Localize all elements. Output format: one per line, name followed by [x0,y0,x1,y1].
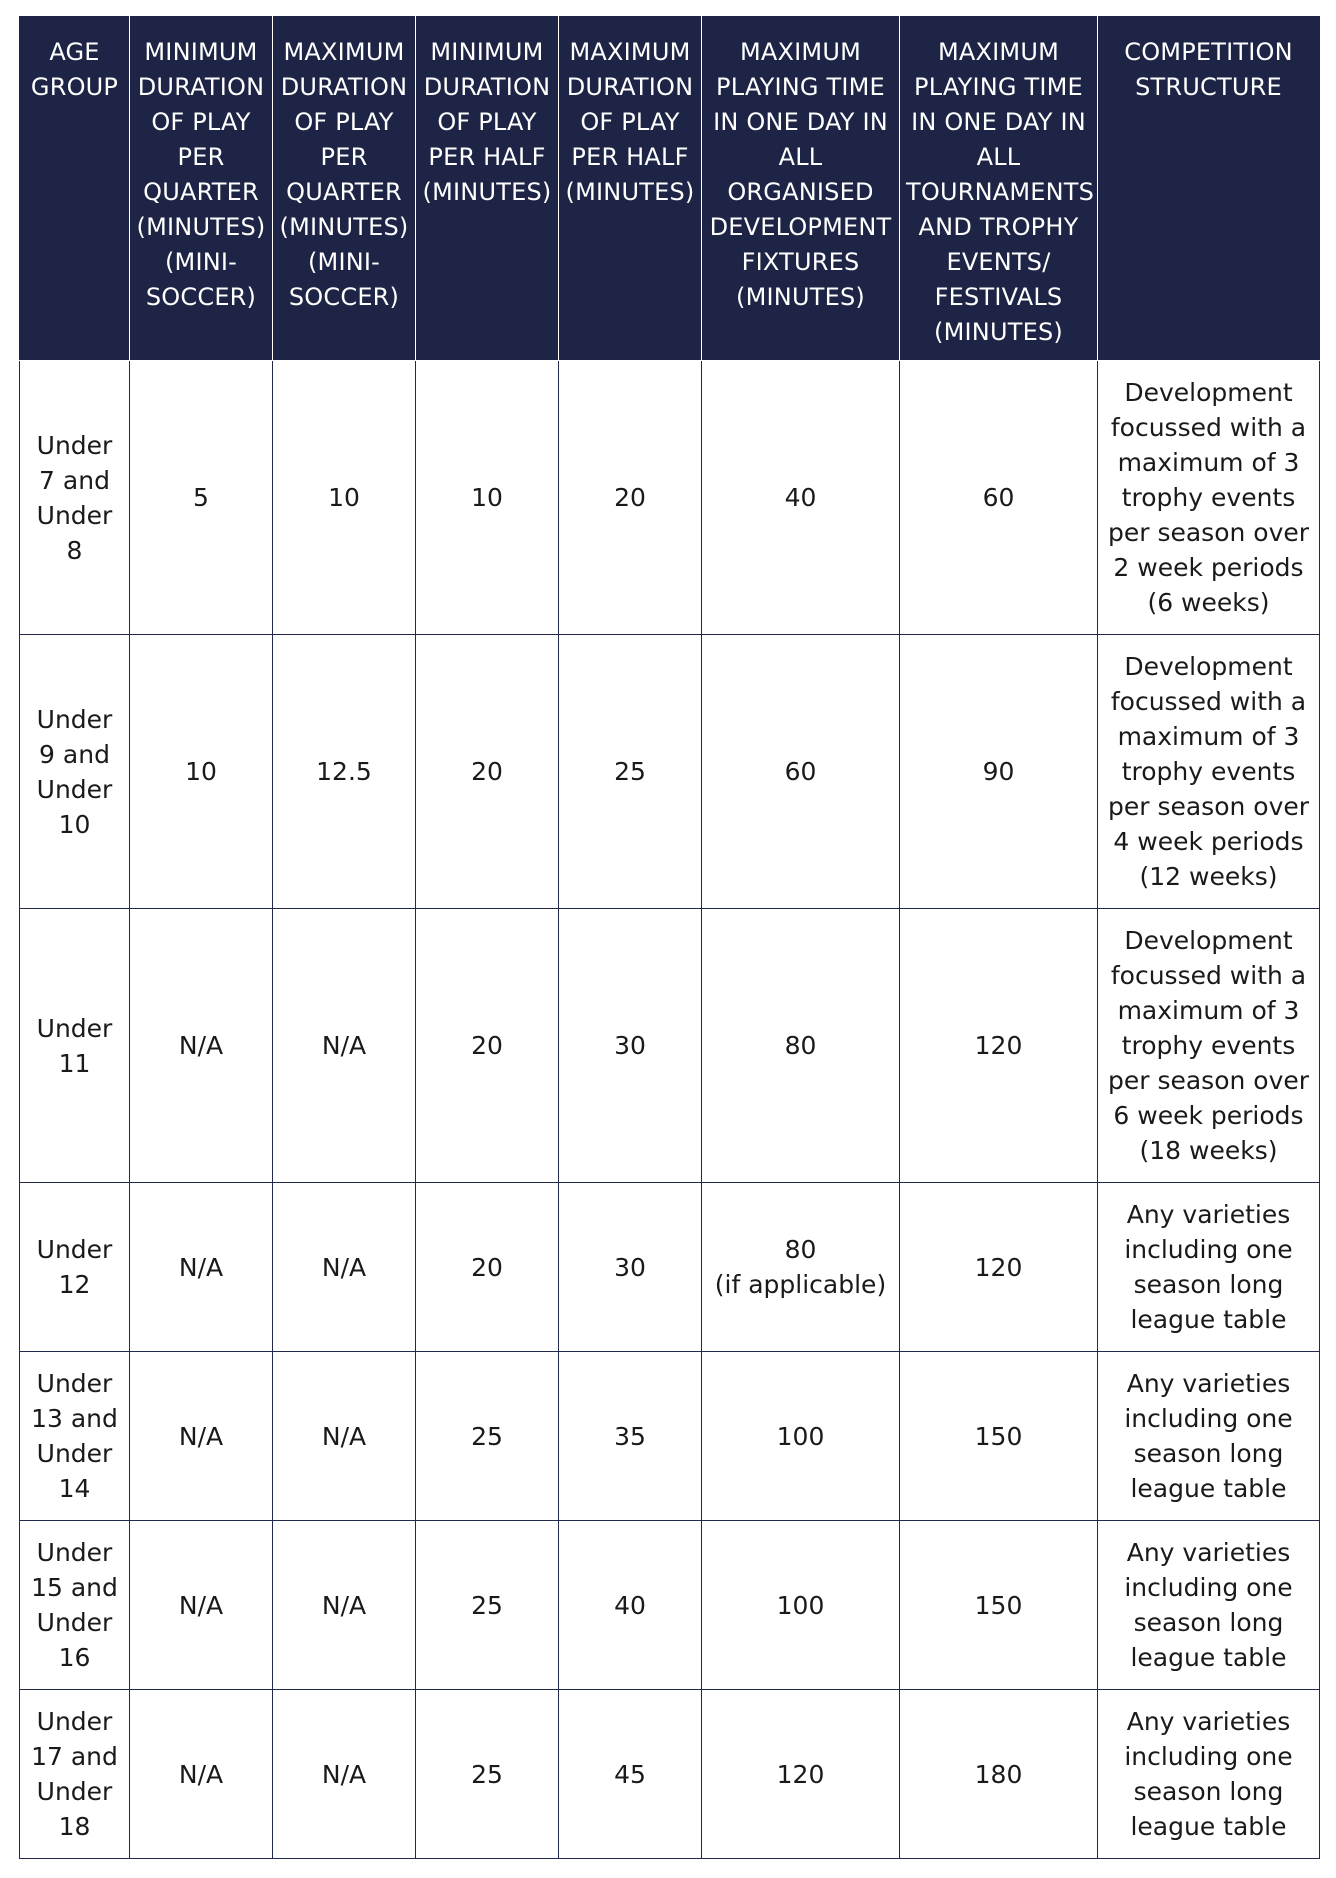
table-cell: 20 [559,361,702,635]
table-row [20,1352,1320,1521]
competition-structure-cell: Any varieties including one season long league table [1098,1352,1320,1521]
header-min-quarter: MINIMUM DURATION OF PLAY PER QUARTER (MINUTES) (MINI- SOCCER) [130,17,273,361]
table-cell: 25 [416,1352,559,1521]
competition-structure-cell: Development focussed with a maximum of 3 trophy events per season over 2 week periods (6 weeks) [1098,361,1320,635]
header-row [20,17,1320,361]
table-cell: 80 (if applicable) [702,1183,900,1352]
table-cell: 10 [273,361,416,635]
table-cell: N/A [273,909,416,1183]
competition-structure-cell: Development focussed with a maximum of 3 trophy events per season over 4 week periods (12 weeks) [1098,635,1320,909]
table-row [20,361,1320,635]
table-cell: 120 [702,1690,900,1859]
table-cell: 20 [416,909,559,1183]
table-cell: 90 [900,635,1098,909]
table-cell: 100 [702,1521,900,1690]
table-row [20,1690,1320,1859]
age-group-cell: Under 13 and Under 14 [20,1352,130,1521]
table-cell: 150 [900,1352,1098,1521]
age-group-cell: Under 7 and Under 8 [20,361,130,635]
header-min-half: MINIMUM DURATION OF PLAY PER HALF (MINUTES) [416,17,559,361]
table-row [20,1183,1320,1352]
table-cell: N/A [273,1183,416,1352]
table-cell: 12.5 [273,635,416,909]
table-cell: N/A [273,1352,416,1521]
table-cell: N/A [130,1183,273,1352]
table-cell: 40 [702,361,900,635]
header-competition-structure: COMPETITION STRUCTURE [1098,17,1320,361]
table-cell: N/A [130,909,273,1183]
header-max-half: MAXIMUM DURATION OF PLAY PER HALF (MINUTES) [559,17,702,361]
table-cell: 80 [702,909,900,1183]
table-cell: 180 [900,1690,1098,1859]
header-max-fixtures: MAXIMUM PLAYING TIME IN ONE DAY IN ALL ORGANISED DEVELOPMENT FIXTURES (MINUTES) [702,17,900,361]
table-cell: 25 [559,635,702,909]
age-group-cell: Under 11 [20,909,130,1183]
table-cell: 20 [416,635,559,909]
playing-time-table [19,16,1320,1859]
table-cell: 60 [702,635,900,909]
age-group-cell: Under 15 and Under 16 [20,1521,130,1690]
table-cell: 40 [559,1521,702,1690]
table-cell: N/A [273,1521,416,1690]
header-max-quarter: MAXIMUM DURATION OF PLAY PER QUARTER (MINUTES) (MINI- SOCCER) [273,17,416,361]
table-row [20,635,1320,909]
table-cell: 120 [900,909,1098,1183]
competition-structure-cell: Any varieties including one season long league table [1098,1690,1320,1859]
header-max-tournaments: MAXIMUM PLAYING TIME IN ONE DAY IN ALL TOURNAMENTS AND TROPHY EVENTS/ FESTIVALS (MINUTES) [900,17,1098,361]
table-cell: N/A [273,1690,416,1859]
table-cell: 5 [130,361,273,635]
table-cell: N/A [130,1521,273,1690]
competition-structure-cell: Any varieties including one season long league table [1098,1521,1320,1690]
age-group-cell: Under 12 [20,1183,130,1352]
age-group-cell: Under 9 and Under 10 [20,635,130,909]
competition-structure-cell: Any varieties including one season long league table [1098,1183,1320,1352]
table-cell: 30 [559,909,702,1183]
table-cell: 25 [416,1521,559,1690]
table-cell: 100 [702,1352,900,1521]
table-cell: 10 [130,635,273,909]
header-age-group: AGE GROUP [20,17,130,361]
age-group-cell: Under 17 and Under 18 [20,1690,130,1859]
table-cell: 30 [559,1183,702,1352]
table-cell: 25 [416,1690,559,1859]
table-cell: 20 [416,1183,559,1352]
table-cell: N/A [130,1690,273,1859]
table-row [20,1521,1320,1690]
table-cell: 10 [416,361,559,635]
table-cell: 60 [900,361,1098,635]
table-cell: N/A [130,1352,273,1521]
table-cell: 45 [559,1690,702,1859]
table-cell: 35 [559,1352,702,1521]
table-cell: 120 [900,1183,1098,1352]
table-row [20,909,1320,1183]
competition-structure-cell: Development focussed with a maximum of 3 trophy events per season over 6 week periods (18 weeks) [1098,909,1320,1183]
table-cell: 150 [900,1521,1098,1690]
